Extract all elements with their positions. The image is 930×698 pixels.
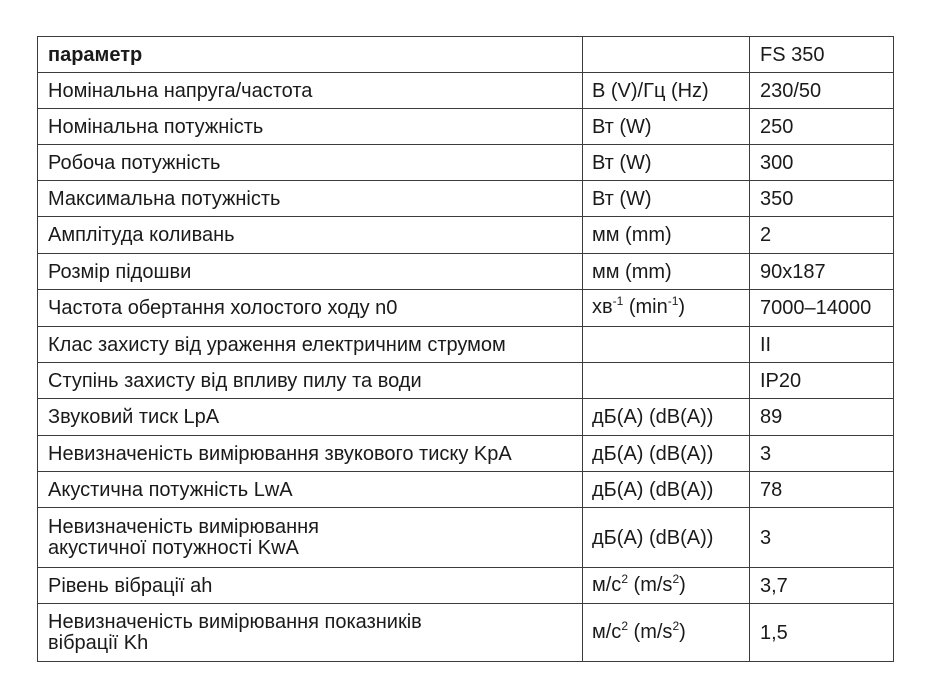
table-row [38,73,894,109]
unit-superscript: -1 [612,294,624,308]
unit-cell: дБ(A) (dB(A)) [583,508,750,568]
table-row [38,436,894,472]
header-param-cell: параметр [38,37,583,73]
unit-end-text: ) [679,620,686,643]
header-unit-cell [583,37,750,73]
unit-mid-text: (m/s [628,620,673,643]
param-cell: Невизначеність вимірювання звукового тиску KpA [38,436,583,472]
param-cell: Номінальна потужність [38,109,583,145]
unit-cell: дБ(A) (dB(A)) [583,472,750,508]
param-cell: Рівень вібрації ah [38,568,583,604]
unit-base-text: хв [592,296,613,318]
unit-cell: Вт (W) [583,109,750,145]
table-header-row [38,37,894,73]
param-cell: Акустична потужність LwA [38,472,583,508]
param-cell: Амплітуда коливань [38,217,583,254]
unit-cell: мм (mm) [583,254,750,290]
value-cell: 78 [750,472,894,508]
unit-end-text: ) [679,573,686,596]
unit-cell: Вт (W) [583,181,750,217]
value-cell: 7000–14000 [750,290,894,327]
table-row [38,508,894,568]
unit-cell: дБ(A) (dB(A)) [583,399,750,436]
param-cell: Номінальна напруга/частота [38,73,583,109]
unit-cell [583,604,750,662]
param-cell: Клас захисту від ураження електричним струмом [38,327,583,363]
table-row [38,568,894,604]
value-cell: 250 [750,109,894,145]
unit-mid-text: (min [623,296,668,318]
value-cell: 89 [750,399,894,436]
unit-cell [583,327,750,363]
value-cell: 3 [750,508,894,568]
table-row [38,181,894,217]
table-row [38,604,894,662]
value-cell: 1,5 [750,604,894,662]
unit-base-text: м/с [592,573,622,596]
value-cell: 230/50 [750,73,894,109]
value-cell: 3 [750,436,894,472]
unit-mid-text: (m/s [628,573,673,596]
unit-end-text: ) [678,296,686,318]
param-cell [38,508,583,568]
value-cell: 3,7 [750,568,894,604]
unit-cell [583,290,750,327]
table-row [38,145,894,181]
table-row [38,217,894,254]
value-cell: 90x187 [750,254,894,290]
param-cell: Частота обертання холостого ходу n0 [38,290,583,327]
unit-superscript-2: -1 [667,294,679,308]
unit-cell: мм (mm) [583,217,750,254]
unit-superscript: 2 [621,618,628,633]
table-row [38,327,894,363]
param-cell [38,604,583,662]
value-cell: IP20 [750,363,894,399]
value-cell: 300 [750,145,894,181]
table-row [38,290,894,327]
unit-base-text: м/с [592,620,622,643]
unit-cell [583,363,750,399]
param-cell: Розмір підошви [38,254,583,290]
table-row [38,109,894,145]
table-row [38,363,894,399]
table-row [38,472,894,508]
param-line-1: Невизначеність вимірювання показників [48,610,422,633]
unit-superscript-2: 2 [672,618,680,633]
header-model-cell: FS 350 [750,37,894,73]
spec-table [37,36,894,662]
value-cell: 350 [750,181,894,217]
param-cell: Ступінь захисту від впливу пилу та води [38,363,583,399]
param-cell: Максимальна потужність [38,181,583,217]
value-cell: II [750,327,894,363]
unit-cell: Вт (W) [583,145,750,181]
unit-superscript-2: 2 [672,571,680,586]
param-line-1: Невизначеність вимірювання [48,515,319,538]
value-cell: 2 [750,217,894,254]
unit-cell [583,568,750,604]
param-cell: Звуковий тиск LpA [38,399,583,436]
unit-superscript: 2 [621,571,628,586]
param-line-2: вібрації Kh [48,631,149,654]
table-row [38,254,894,290]
table-row [38,399,894,436]
param-line-2: акустичної потужності KwA [48,536,299,559]
unit-cell: В (V)/Гц (Hz) [583,73,750,109]
unit-cell: дБ(A) (dB(A)) [583,436,750,472]
param-cell: Робоча потужність [38,145,583,181]
